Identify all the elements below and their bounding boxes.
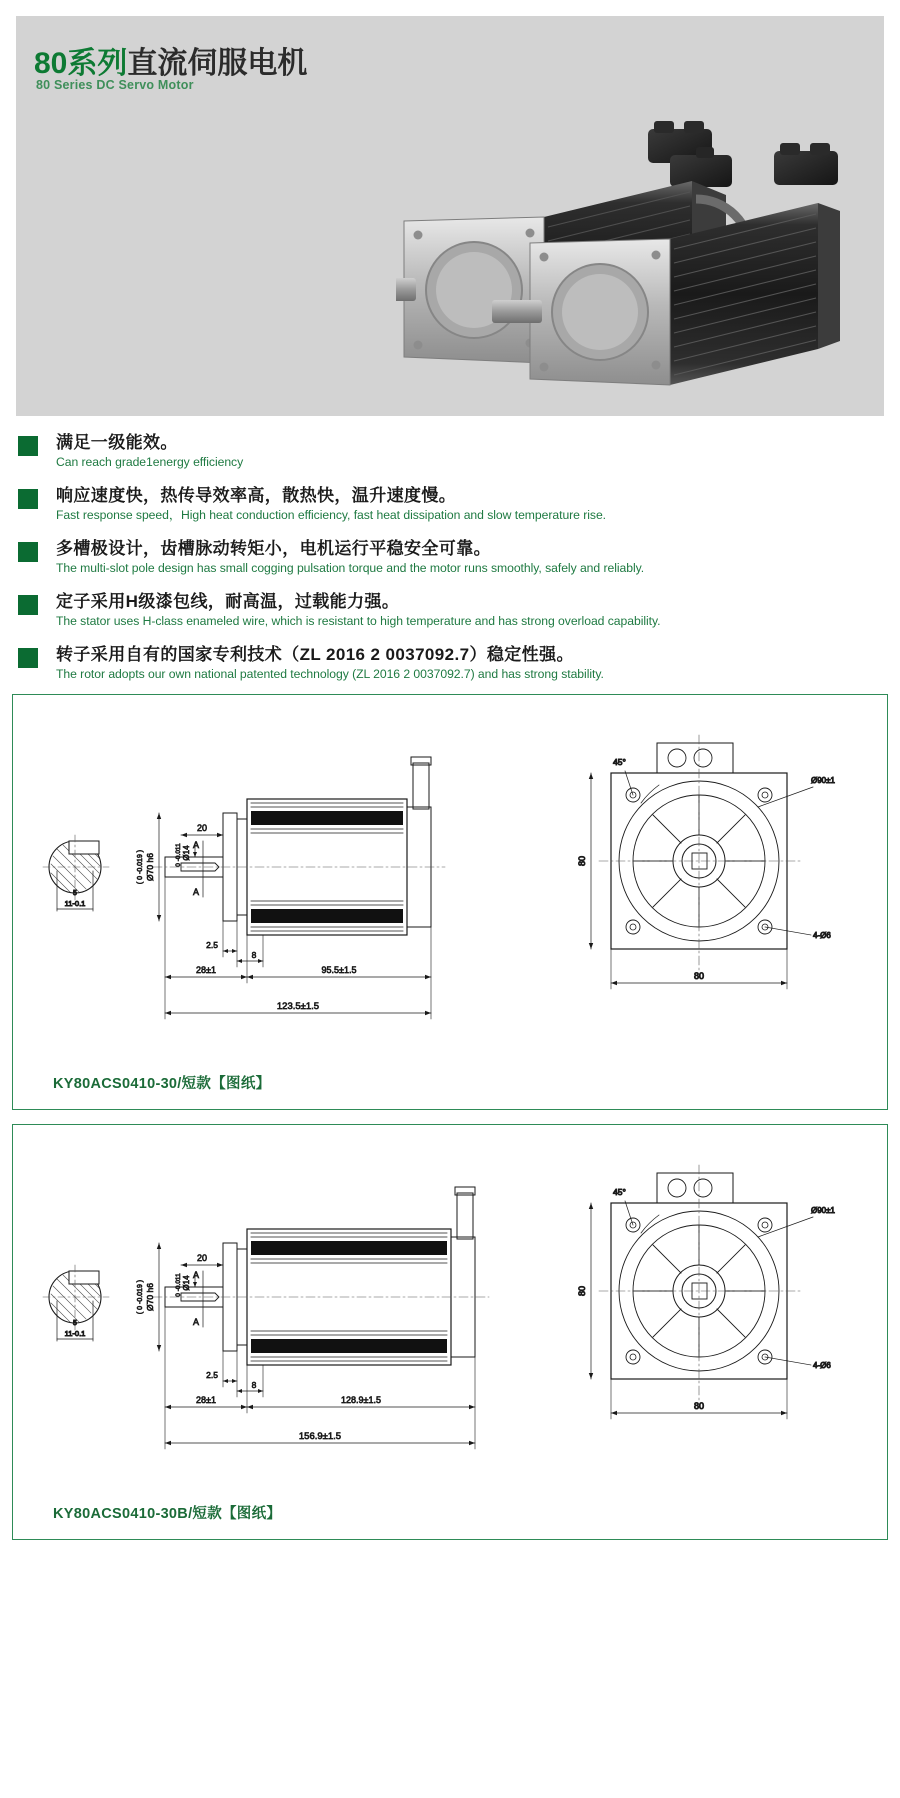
motor-front xyxy=(492,143,840,385)
feature-text-en: Fast response speed，High heat conduction efficiency, fast heat dissipation and slow temperature rise. xyxy=(56,507,607,522)
feature-text-en: The stator uses H-class enameled wire, which is resistant to high temperature and has strong overload capability. xyxy=(56,614,661,629)
feature-text-cn: 满足一级能效。 xyxy=(56,433,178,452)
drawing-caption-2: KY80ACS0410-30B/短款【图纸】 xyxy=(53,1506,282,1522)
key-section-view-2 xyxy=(43,1265,109,1341)
feature-text-cn: 定子采用H级漆包线，耐高温，过载能力强。 xyxy=(56,592,400,612)
feature-item xyxy=(18,591,884,630)
feature-text-cn: 响应速度快，热传导效率高，散热快，温升速度慢。 xyxy=(56,486,457,506)
feature-item xyxy=(18,485,884,524)
shaft-tol-label-1: 0 -0.011 xyxy=(175,843,182,867)
key-width-label-1: 5 xyxy=(73,890,77,897)
step1-label-1: 2.5 xyxy=(206,940,218,950)
feature-text-en: The rotor adopts our own national patented technology (ZL 2016 2 0037092.7) and has strong stability. xyxy=(56,667,604,682)
flange-tol-label-2: ( 0 -0.019 ) xyxy=(137,1279,144,1315)
drawing-panel-2 xyxy=(12,1124,888,1540)
feature-item xyxy=(18,538,884,577)
key-height-label-2: 11-0.1 xyxy=(64,1329,86,1338)
face-height-label-1: 80 xyxy=(577,855,587,867)
flange-dia-label-1: Ø70 h6 xyxy=(145,853,155,881)
feature-text-en: Can reach grade1energy efficiency xyxy=(56,454,244,469)
feature-text-cn: 多槽极设计，齿槽脉动转矩小，电机运行平稳安全可靠。 xyxy=(56,539,491,559)
section-mark-a-bottom-1: A xyxy=(193,887,200,897)
shaft-dia-label-1: Ø14 xyxy=(182,845,191,861)
bullet-square-icon xyxy=(18,542,38,562)
key-length-label-1: 20 xyxy=(196,823,208,833)
step2-label-2: 8 xyxy=(251,1380,257,1390)
holes-label-2: 4-Ø6 xyxy=(813,1361,831,1370)
total-length-label-1: 123.5±1.5 xyxy=(276,1001,320,1012)
step2-label-1: 8 xyxy=(251,950,257,960)
bullet-square-icon xyxy=(18,436,38,456)
pcd-label-2: Ø90±1 xyxy=(811,1206,835,1215)
total-length-label-2: 156.9±1.5 xyxy=(298,1431,342,1442)
section-mark-a-top-2: A xyxy=(193,1270,200,1280)
key-height-label-1: 11-0.1 xyxy=(64,899,86,908)
technical-drawing-1 xyxy=(13,695,889,1055)
key-section-view-1 xyxy=(43,835,109,911)
hero-banner xyxy=(16,16,884,416)
holes-label-1: 4-Ø6 xyxy=(813,931,831,940)
angle-label-2: 45° xyxy=(613,1187,626,1197)
section-mark-a-bottom-2: A xyxy=(193,1317,200,1327)
bullet-square-icon xyxy=(18,489,38,509)
drawing-caption-1: KY80ACS0410-30/短款【图纸】 xyxy=(53,1076,271,1092)
drawing-panel-1 xyxy=(12,694,888,1110)
front-length-label-1: 28±1 xyxy=(196,965,216,975)
side-view-2 xyxy=(153,1187,489,1365)
shaft-dia-label-2: Ø14 xyxy=(182,1275,191,1291)
page-subtitle: 80 Series DC Servo Motor xyxy=(36,78,194,92)
key-length-label-2: 20 xyxy=(196,1253,208,1263)
feature-item xyxy=(18,644,884,683)
flange-tol-label-1: ( 0 -0.019 ) xyxy=(137,849,144,885)
step1-label-2: 2.5 xyxy=(206,1370,218,1380)
face-width-label-1: 80 xyxy=(693,971,705,981)
feature-list xyxy=(18,432,884,698)
front-length-label-2: 28±1 xyxy=(196,1395,216,1405)
page-title-product: 直流伺服电机 xyxy=(127,47,308,80)
face-height-label-2: 80 xyxy=(577,1285,587,1297)
front-view-1 xyxy=(577,735,836,989)
face-width-label-2: 80 xyxy=(693,1401,705,1411)
feature-text-cn: 转子采用自有的国家专利技术（ZL 2016 2 0037092.7）稳定性强。 xyxy=(56,645,574,665)
body-length-label-1: 95.5±1.5 xyxy=(321,965,357,975)
page-title xyxy=(34,38,307,82)
body-length-label-2: 128.9±1.5 xyxy=(341,1395,381,1405)
bullet-square-icon xyxy=(18,595,38,615)
key-width-label-2: 5 xyxy=(73,1320,77,1327)
section-mark-a-top-1: A xyxy=(193,840,200,850)
product-photo xyxy=(396,111,866,401)
bullet-square-icon xyxy=(18,648,38,668)
angle-label-1: 45° xyxy=(613,757,626,767)
front-view-2 xyxy=(577,1165,836,1419)
feature-item xyxy=(18,432,884,471)
shaft-tol-label-2: 0 -0.011 xyxy=(175,1273,182,1297)
feature-text-en: The multi-slot pole design has small cogging pulsation torque and the motor runs smoothly, safely and reliably. xyxy=(56,560,645,575)
flange-dia-label-2: Ø70 h6 xyxy=(145,1283,155,1311)
technical-drawing-2 xyxy=(13,1125,889,1485)
pcd-label-1: Ø90±1 xyxy=(811,776,835,785)
page-title-series: 80系列 xyxy=(34,47,128,80)
